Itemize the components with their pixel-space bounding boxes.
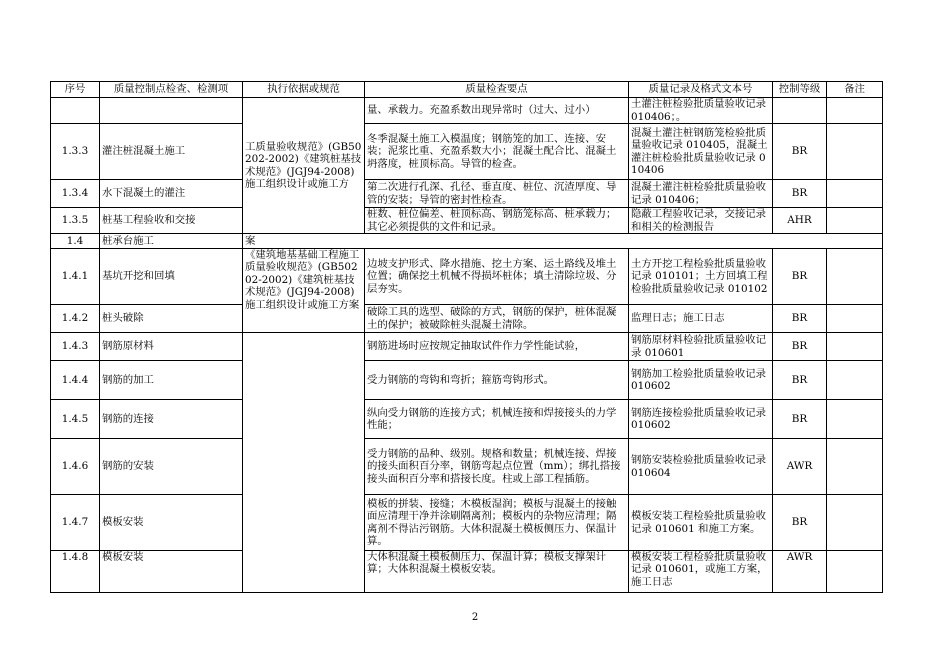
row-item: 钢筋的连接 — [100, 400, 243, 439]
table-row — [51, 305, 883, 333]
row-record: 土方开挖工程检验批质量验收记录 010101；土方回填工程检验批质量验收记录 010102 — [629, 249, 773, 305]
row-item: 钢筋的加工 — [100, 361, 243, 400]
row-level: AWR — [773, 439, 827, 495]
row-points: 破除工具的选型、破除的方式，钢筋的保护，桩体混凝土的保护；被破除桩头混凝土清除。 — [365, 305, 629, 333]
row-level: BR — [773, 305, 827, 333]
row-level: AWR — [773, 551, 827, 593]
table-row — [51, 400, 883, 439]
header-no: 序号 — [51, 82, 100, 98]
row-remark — [827, 98, 883, 124]
basis-cell: 《建筑地基基础工程施工质量验收规范》(GB50202-2002)《建筑桩基技术规范》(JGJ94-2008)施工组织设计或施工方案 — [243, 249, 365, 333]
row-level: BR — [773, 361, 827, 400]
table-row — [51, 439, 883, 495]
row-no: 1.4.1 — [51, 249, 100, 305]
header-item: 质量控制点检查、检测项 — [100, 82, 243, 98]
row-record: 钢筋连接检验批质量验收记录 010602 — [629, 400, 773, 439]
header-basis: 执行依据或规范 — [243, 82, 365, 98]
row-level: BR — [773, 249, 827, 305]
row-record: 钢筋原材料检验批质量验收记录 010601 — [629, 333, 773, 361]
row-remark — [827, 124, 883, 180]
row-record: 混凝土灌注桩检验批质量验收记录 010406； — [629, 180, 773, 208]
row-remark — [827, 305, 883, 333]
row-remark — [827, 361, 883, 400]
row-item: 钢筋的安装 — [100, 439, 243, 495]
row-remark — [827, 180, 883, 208]
row-points: 纵向受力钢筋的连接方式；机械连接和焊接接头的力学性能； — [365, 400, 629, 439]
row-no: 1.4.8 — [51, 551, 100, 593]
basis-cell-empty — [243, 333, 365, 593]
row-remark — [827, 400, 883, 439]
header-remark: 备注 — [827, 82, 883, 98]
page-number: 2 — [471, 612, 479, 623]
row-record: 监理日志；施工日志 — [629, 305, 773, 333]
row-points: 钢筋进场时应按规定抽取试件作力学性能试验， — [365, 333, 629, 361]
row-no: 1.3.3 — [51, 124, 100, 180]
row-item: 桩头破除 — [100, 305, 243, 333]
row-remark — [827, 551, 883, 593]
header-level: 控制等级 — [773, 82, 827, 98]
row-item: 灌注桩混凝土施工 — [100, 124, 243, 180]
row-level — [773, 98, 827, 124]
row-item: 桩基工程验收和交接 — [100, 208, 243, 234]
row-record: 模板安装工程检验批质量验收记录 010601，或施工方案，施工日志 — [629, 551, 773, 593]
row-remark — [827, 249, 883, 305]
row-no — [51, 98, 100, 124]
header-points: 质量检查要点 — [365, 82, 629, 98]
row-remark — [827, 333, 883, 361]
row-record: 钢筋加工检验批质量验收记录 010602 — [629, 361, 773, 400]
row-no: 1.3.4 — [51, 180, 100, 208]
row-points: 受力钢筋的弯钩和弯折；箍筋弯钩形式。 — [365, 361, 629, 400]
row-no: 1.4.4 — [51, 361, 100, 400]
row-points: 第二次进行孔深、孔径、垂直度、桩位、沉渣厚度、导管的安装；导管的密封性检查。 — [365, 180, 629, 208]
table-row — [51, 361, 883, 400]
table-header-row — [51, 82, 883, 98]
table-row — [51, 124, 883, 180]
row-points: 冬季混凝土施工入模温度；钢筋笼的加工、连接、安装；泥浆比重、充盈系数大小；混凝土配合比、混凝土坍落度，桩顶标高。导管的检查。 — [365, 124, 629, 180]
row-points: 大体积混凝土模板侧压力、保温计算；模板支撑架计算；大体积混凝土模板安装。 — [365, 551, 629, 593]
table-row — [51, 551, 883, 593]
row-no: 1.4.5 — [51, 400, 100, 439]
header-record: 质量记录及格式文本号 — [629, 82, 773, 98]
table-row — [51, 249, 883, 305]
row-remark — [827, 439, 883, 495]
table-row-section — [51, 234, 883, 249]
row-points: 边坡支护形式、降水措施、挖土方案、运土路线及堆土位置；确保挖土机械不得损坏桩体；填土清除垃圾、分层夯实。 — [365, 249, 629, 305]
row-record: 混凝土灌注桩钢筋笼检验批质量验收记录 010405，混凝土灌注桩检验批质量验收记录 010406 — [629, 124, 773, 180]
row-level: AHR — [773, 208, 827, 234]
row-item: 水下混凝土的灌注 — [100, 180, 243, 208]
row-level: BR — [773, 124, 827, 180]
row-item — [100, 98, 243, 124]
row-no: 1.3.5 — [51, 208, 100, 234]
table-row — [51, 98, 883, 124]
quality-control-table — [50, 81, 883, 593]
section-no: 1.4 — [51, 234, 100, 249]
table-row — [51, 495, 883, 551]
row-remark — [827, 208, 883, 234]
row-record: 钢筋安装检验批质量验收记录 010604 — [629, 439, 773, 495]
row-record: 土灌注桩检验批质量验收记录 010406；。 — [629, 98, 773, 124]
row-item: 基坑开挖和回填 — [100, 249, 243, 305]
row-level: BR — [773, 400, 827, 439]
row-points: 受力钢筋的品种、级别。规格和数量；机械连接、焊接的接头面积百分率，钢筋弯起点位置（mm）；绑扎搭接接头面积百分率和搭接长度。柱或上部工程插筋。 — [365, 439, 629, 495]
row-points: 模板的拼装、接缝；木模板湿润；模板与混凝土的接触面应清理干净并涂刷隔离剂；模板内的杂物应清理；隔离剂不得沾污钢筋。大体积混凝土模板侧压力、保温计算。 — [365, 495, 629, 551]
row-item: 模板安装 — [100, 495, 243, 551]
row-level: BR — [773, 180, 827, 208]
row-level: BR — [773, 495, 827, 551]
section-item: 桩承台施工 — [100, 234, 243, 249]
row-points: 桩数、桩位偏差、桩顶标高、钢筋笼标高、桩承载力；其它必须提供的文件和记录。 — [365, 208, 629, 234]
table-row — [51, 208, 883, 234]
row-item: 模板安装 — [100, 551, 243, 593]
row-record: 模板安装工程检验批质量验收记录 010601 和施工方案。 — [629, 495, 773, 551]
row-no: 1.4.7 — [51, 495, 100, 551]
basis-cell: 工质量验收规范》(GB50202-2002)《建筑桩基技术规范》(JGJ94-2008)施工组织设计或施工方 — [243, 98, 365, 234]
row-item: 钢筋原材料 — [100, 333, 243, 361]
table-row — [51, 333, 883, 361]
row-points: 量、承载力。充盈系数出现异常时（过大、过小） — [365, 98, 629, 124]
row-remark — [827, 495, 883, 551]
row-no: 1.4.2 — [51, 305, 100, 333]
row-no: 1.4.3 — [51, 333, 100, 361]
row-level: BR — [773, 333, 827, 361]
row-record: 隐蔽工程验收记录，交接记录和相关的检测报告 — [629, 208, 773, 234]
table-row — [51, 180, 883, 208]
section-basis: 案 — [243, 234, 883, 249]
row-no: 1.4.6 — [51, 439, 100, 495]
